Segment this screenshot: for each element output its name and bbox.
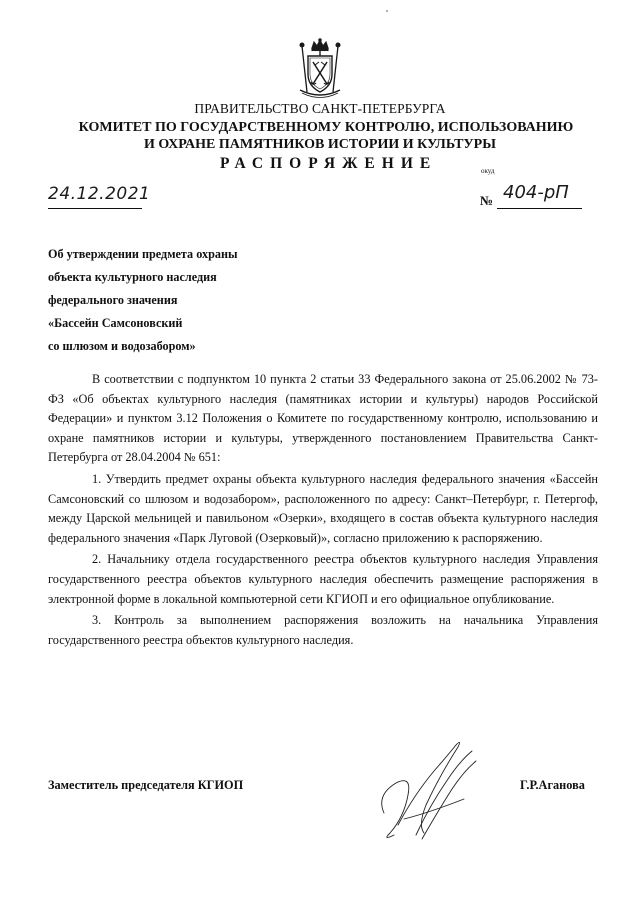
document-date: 24.12.2021: [48, 184, 151, 204]
document-subject: [48, 243, 238, 358]
signer-position: Заместитель председателя КГИОП: [48, 778, 244, 792]
number-underline: [497, 208, 582, 209]
subject-line: объекта культурного наследия: [48, 270, 217, 284]
date-underline: [48, 208, 142, 209]
committee-name-line-2: И ОХРАНЕ ПАМЯТНИКОВ ИСТОРИИ И КУЛЬТУРЫ: [144, 137, 496, 152]
subject-line: «Бассейн Самсоновский: [48, 316, 183, 330]
item-3-paragraph: 3. Контроль за выполнением распоряжения возложить на начальника Управления государственного реестра объектов культурного наследия.: [48, 613, 598, 647]
committee-name-line-1: КОМИТЕТ ПО ГОСУДАРСТВЕННОМУ КОНТРОЛЮ, ИСПОЛЬЗОВАНИЮ: [78, 120, 574, 135]
government-name: ПРАВИТЕЛЬСТВО САНКТ-ПЕТЕРБУРГА: [194, 101, 446, 116]
document-number: 404-рП: [503, 182, 569, 203]
scan-speck: [386, 10, 388, 12]
coat-of-arms-icon: [292, 38, 348, 98]
item-2-paragraph: 2. Начальнику отдела государственного реестра объектов культурного наследия Управления государственного реестра объектов культурного наследия обеспечить размещение распоряжения в электронной форме в локальной компьютерной сети КГИОП и его официальное опубликование.: [48, 552, 598, 606]
item-1-paragraph: 1. Утвердить предмет охраны объекта культурного наследия федерального значения «Бассейн Самсоновский со шлюзом и водозабором», расположенного по адресу: Санкт–Петербург, г. Петергоф, между Царской мельницей и павильоном «Озерки», входящего в состав объекта культурного наследия федерального значения «Парк Луговой (Озерковый)», согласно приложению к распоряжению.: [48, 471, 598, 545]
document-body: [48, 370, 598, 650]
document-type: РАСПОРЯЖЕНИЕ: [220, 155, 438, 172]
subject-line: со шлюзом и водозабором»: [48, 339, 196, 353]
signer-name: Г.Р.Аганова: [520, 778, 585, 792]
handwritten-signature-icon: [368, 735, 486, 850]
okud-label: окуд: [481, 167, 495, 175]
number-label: №: [480, 193, 494, 208]
preamble-paragraph: В соответствии с подпунктом 10 пункта 2 статьи 33 Федерального закона от 25.06.2002 № 73-ФЗ «Об объектах культурного наследия (памятниках истории и культуры) народов Российской Федерации» и пунктом 3.12 Положения о Комитете по государственному контролю, использованию и охране памятников истории и культуры, утвержденного постановлением Правительства Санкт-Петербурга от 28.04.2004 № 651:: [48, 372, 598, 465]
subject-line: Об утверждении предмета охраны: [48, 247, 238, 261]
subject-line: федерального значения: [48, 293, 178, 307]
